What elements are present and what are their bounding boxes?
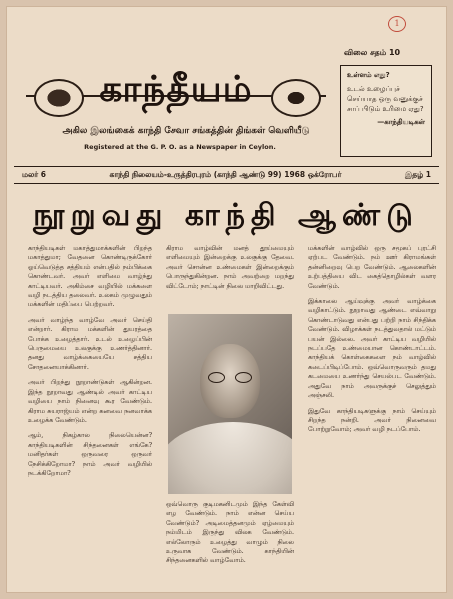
registration-note: Registered at the G. P. O. as a Newspaper in Ceylon. [84, 143, 276, 151]
newspaper-page [6, 6, 447, 593]
glasses-icon [208, 372, 252, 382]
plough-emblem-icon [34, 79, 84, 117]
paragraph: ஒவ்வொரு குடிமகனிடமும் இந்த கேள்வி எழ வேண்டும். நாம் என்ன செய்ய வேண்டும்? அடிமைத்தனமும் ஏழ்மையும் நம்மிடம் இருந்து விலக வேண்டும். எல்லோரும் உழைத்து வாழும் நிலை உருவாக வேண்டும். காந்தியின் சிந்தனைகளில் வாழ்வோம். [166, 500, 294, 565]
article-column-2-top [166, 244, 294, 310]
quote-author: —காந்தியடிகள் [377, 118, 425, 126]
issue-number: இதழ் 1 [404, 170, 431, 179]
paragraph: அவர் வாழ்ந்த வாழ்வே அவர் செய்தி என்றார். கிராம மக்களின் துயரத்தை போக்க உழைத்தார். உடல் உழைப்பின் பெருமையை உலகுக்கு உணர்த்தினார். தனது வாழ்க்கையையே சத்திய சோதனையாக்கினார். [28, 315, 152, 371]
headline: நூறுவது காந்தி ஆண்டு [33, 198, 419, 233]
volume-number: மலர் 6 [22, 170, 47, 179]
paragraph: ஆம், நிகழ்கால நிலையென்ன? காந்தியடிகளின் சிந்தனைகள் எங்கே? மனிதர்கள் ஒருவரை ஒருவர் நேசிக்கிறோமா? நாம் அவர் வழியில் நடக்கிறோமா? [28, 431, 152, 477]
shawl-shape [168, 422, 292, 494]
gandhi-portrait-photo [168, 314, 292, 494]
article-column-1 [28, 244, 152, 590]
article-column-2-bottom [166, 500, 294, 590]
paragraph: மக்களின் வாழ்வில் ஒரு சமூகப் புரட்சி ஏற்பட வேண்டும். நம் ஊர் கிராமங்கள் தன்னிறைவு பெற வேண்டும். ஆலைகளின் உற்பத்தியை விட கைத்தொழில்கள் வளர வேண்டும். [308, 244, 436, 290]
quote-box [340, 65, 432, 157]
paragraph: இக்காலை ஆய்வுக்கு அவர் வாழ்க்கை வழிகாட்டும். நூறாவது ஆண்டை எவ்வாறு கொண்டாடுவது என்பது பற்றி நாம் சிந்திக்க வேண்டும். விழாக்கள் நடத்துவதால் மட்டும் பயன் இல்லை. அவர் காட்டிய வழியில் நடப்பதே உண்மையான கொண்டாட்டம். காந்தியக் கொள்கைகளை நம் வாழ்வில் கடைப்பிடிப்போம். ஒவ்வொருவரும் தமது கடமையை உணர்ந்து செயல்பட வேண்டும். அதுவே நாம் அவருக்குச் செலுத்தும் அஞ்சலி. [308, 297, 436, 400]
article-column-3 [308, 244, 436, 590]
stamp-mark: 1 [388, 16, 406, 32]
quote-heading: உள்ளம் எது? [347, 71, 390, 79]
paragraph: இதுவே காந்தியடிகளுக்கு நாம் செய்யும் சிறந்த நன்றி. அவர் நினைவை போற்றுவோம்; அவர் வழி நடப்போம். [308, 406, 436, 434]
spinning-wheel-icon [271, 79, 321, 117]
newspaper-title: காந்தீயம் [99, 69, 253, 110]
masthead [24, 63, 330, 121]
newspaper-subtitle: அகில இலங்கைக் காந்தி சேவா சங்கத்தின் திங்கள் வெளியீடு [62, 126, 310, 136]
title-box [86, 63, 266, 121]
paragraph: காந்தியடிகள் மகாத்துமாக்களின் பிறந்த மகாத்துமா; வேதனை கொண்டிருக்கோர் ஓய்வெடுத்த சத்தியம் என்பதில் நம்பிக்கை கொண்டவர். அவர் எளிமை வாழ்ந்து காட்டியவர். அகிம்சை வழியில் மக்களை வழி நடத்திய தலைவர். உலகம் முழுவதும் மக்களின் மதிப்பை பெற்றவர். [28, 244, 152, 309]
price-label: விலை சதம் 10 [344, 48, 401, 57]
issue-info-row [14, 166, 439, 184]
paragraph: அவர் பிறந்து நூறாண்டுகள் ஆகின்றன. இந்த நூறாவது ஆண்டில் அவர் காட்டிய வழியை நாம் நினைவு கூர வேண்டும். கிராம சுயராஜ்யம் என்ற கனவை நனவாக்க உழைக்க வேண்டும். [28, 378, 152, 424]
paragraph: கிராம வாழ்வின் மனத் தூய்மையும் எளிமையும் இன்றைக்கு உலகுக்கு தேவை. அவர் சொன்ன உண்மைகள் இன்றைக்கும் பொருந்துகின்றன. நாம் அவற்றை மறந்து விட்டோம்; நாட்டின் நிலை மாறிவிட்டது. [166, 244, 294, 290]
issue-date: காந்தி நிலையம்-உருத்திரபுரம் (காந்தி ஆண்டு 99) 1968 ஒக்ரோபர் [109, 170, 342, 179]
quote-body: உடல் உழைப்புச் செய்யாத ஒரு வனுக்குச் சாப் பிடும் உரிமை ஏது? [347, 85, 424, 113]
